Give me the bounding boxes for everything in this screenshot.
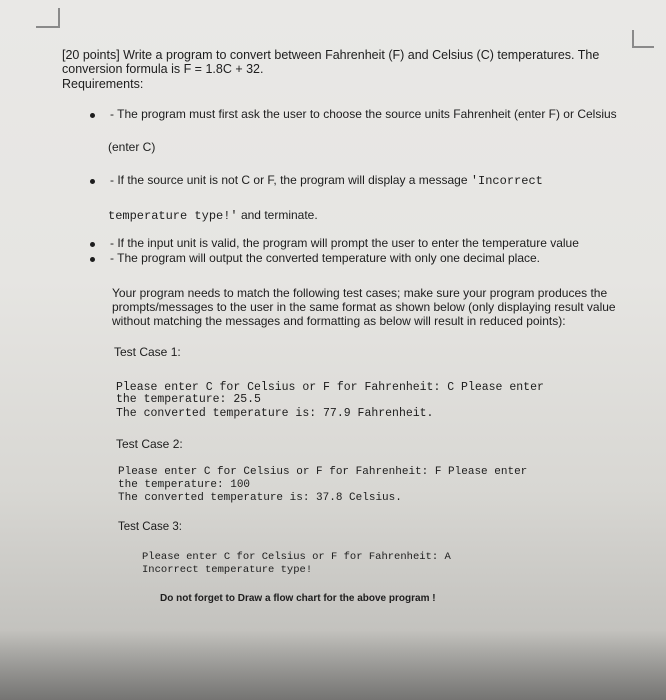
test-case-output-line: The converted temperature is: 37.8 Celsius. [118,492,402,504]
test-case-title: Test Case 3: [118,521,182,533]
requirement-text: - If the source unit is not C or F, the program will display a message [110,173,471,187]
test-case-output-line: Please enter C for Celsius or F for Fahrenheit: F Please enter [118,466,528,478]
test-case-title: Test Case 1: [114,345,181,359]
problem-statement-line: [20 points] Write a program to convert between Fahrenheit (F) and Celsius (C) temperatures. The [62,48,600,62]
requirement-item-continued: (enter C) [108,140,156,154]
instructions-line: prompts/messages to the user in the same format as shown below (only displaying result value [112,300,616,314]
bullet-icon [90,257,95,262]
test-case-output-line: the temperature: 25.5 [116,393,261,406]
flowchart-reminder: Do not forget to Draw a flow chart for the above program ! [160,593,436,604]
requirement-text: and terminate. [237,208,318,222]
test-case-output-line: Please enter C for Celsius or F for Fahrenheit: C Please enter [116,381,544,394]
code-snippet: 'Incorrect [470,174,543,188]
requirement-item [110,173,543,188]
test-case-output-line: The converted temperature is: 77.9 Fahrenheit. [116,407,434,420]
problem-statement-line: conversion formula is F = 1.8C + 32. [62,62,264,76]
instructions-line: Your program needs to match the following test cases; make sure your program produces the [112,286,608,300]
requirement-item: - The program must first ask the user to choose the source units Fahrenheit (enter F) or Celsius [110,107,617,121]
test-case-title: Test Case 2: [116,437,183,451]
requirement-item-continued [108,208,318,223]
requirement-item: - The program will output the converted temperature with only one decimal place. [110,251,541,265]
requirements-heading: Requirements: [62,77,144,91]
bullet-icon [90,113,95,118]
test-case-output-line: Please enter C for Celsius or F for Fahrenheit: A [142,551,451,563]
code-snippet: temperature type!' [108,209,238,223]
photo-shadow [0,630,666,700]
bullet-icon [90,179,95,184]
bullet-icon [90,242,95,247]
requirement-item: - If the input unit is valid, the program will prompt the user to enter the temperature value [110,236,579,250]
test-case-output-line: the temperature: 100 [118,479,251,491]
instructions-line: without matching the messages and formatting as below will result in reduced points): [112,314,566,328]
test-case-output-line: Incorrect temperature type! [142,564,313,576]
